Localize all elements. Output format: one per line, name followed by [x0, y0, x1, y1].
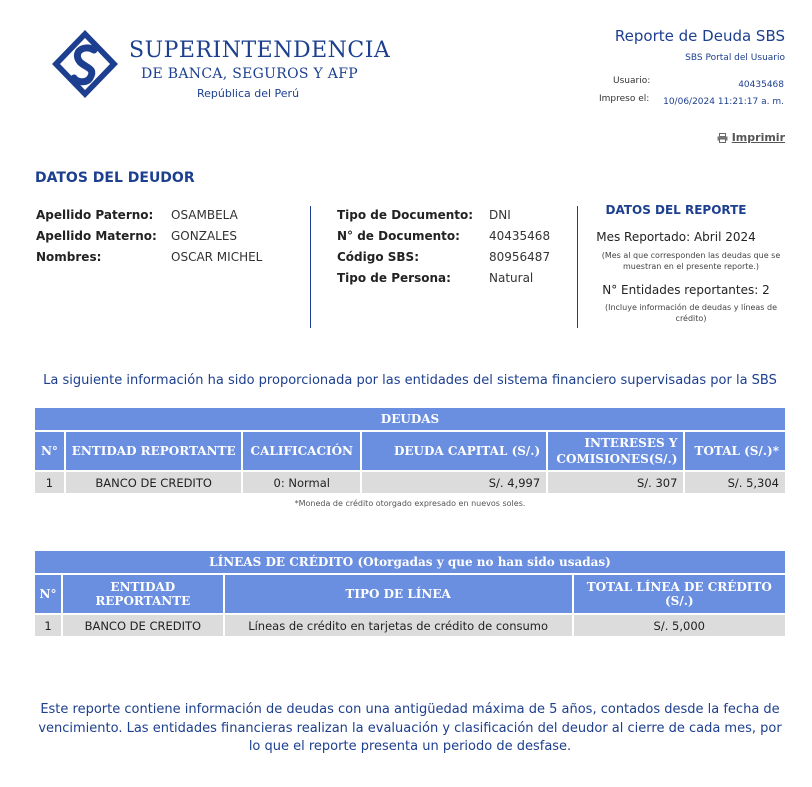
lineas-cell-numero: 1: [35, 615, 61, 636]
logo-country: República del Perú: [197, 87, 300, 100]
deudas-table: [33, 406, 787, 495]
lineas-credito-table: [33, 549, 787, 638]
usuario-value: 40435468: [738, 80, 784, 90]
deudas-title: DEUDAS: [35, 408, 785, 430]
lineas-col-tipo: TIPO DE LÍNEA: [225, 575, 572, 613]
moneda-note: *Moneda de crédito otorgado expresado en nuevos soles.: [294, 499, 526, 508]
deudas-cell-intereses: S/. 307: [548, 472, 683, 493]
datos-reporte-title: DATOS DEL REPORTE: [605, 203, 747, 217]
deudas-cell-deuda-capital: S/. 4,997: [362, 472, 546, 493]
deudas-cell-numero: 1: [35, 472, 64, 493]
deudas-col-numero: N°: [35, 432, 64, 470]
lineas-cell-total: S/. 5,000: [574, 615, 785, 636]
lineas-col-entidad: ENTIDAD REPORTANTE: [63, 575, 223, 613]
impreso-value: 10/06/2024 11:21:17 a. m.: [663, 97, 784, 107]
divider-2: [577, 206, 578, 328]
info-line: La siguiente información ha sido proporcionada por las entidades del sistema financiero supervisadas por la SBS: [43, 373, 777, 388]
deudas-col-intereses: INTERESES Y COMISIONES(S/.): [548, 432, 683, 470]
deudas-col-total: TOTAL (S/.)*: [685, 432, 785, 470]
usuario-label: Usuario:: [613, 76, 651, 86]
apellido-paterno-label: Apellido Paterno:: [36, 208, 154, 222]
codigo-sbs-label: Código SBS:: [337, 250, 419, 264]
nombres-label: Nombres:: [36, 250, 102, 264]
codigo-sbs-value: 80956487: [489, 250, 551, 264]
tipo-persona-value: Natural: [489, 271, 534, 285]
lineas-cell-entidad: BANCO DE CREDITO: [63, 615, 223, 636]
mes-reportado: Mes Reportado: Abril 2024: [596, 230, 756, 244]
lineas-cell-tipo: Líneas de crédito en tarjetas de crédito de consumo: [225, 615, 572, 636]
logo-title: SUPERINTENDENCIA: [129, 38, 391, 63]
tipo-documento-value: DNI: [489, 208, 511, 222]
deudas-cell-total: S/. 5,304: [685, 472, 785, 493]
mes-reportado-note: (Mes al que corresponden las deudas que se muestran en el presente reporte.): [601, 251, 781, 271]
printer-icon: [717, 133, 728, 143]
lineas-col-numero: N°: [35, 575, 61, 613]
deudas-cell-entidad: BANCO DE CREDITO: [66, 472, 242, 493]
nombres-value: OSCAR MICHEL: [171, 250, 263, 264]
deudas-col-entidad: ENTIDAD REPORTANTE: [66, 432, 242, 470]
impreso-label: Impreso el:: [599, 94, 650, 104]
print-label[interactable]: Imprimir: [731, 131, 785, 144]
lineas-col-total: TOTAL LÍNEA DE CRÉDITO (S/.): [574, 575, 785, 613]
table-row: [35, 615, 785, 636]
deudas-col-calificacion: CALIFICACIÓN: [243, 432, 360, 470]
portal-name: SBS Portal del Usuario: [685, 53, 785, 63]
numero-documento-value: 40435468: [489, 229, 551, 243]
numero-documento-label: N° de Documento:: [337, 229, 460, 243]
sbs-logo-icon: [50, 28, 120, 100]
entidades-reportantes: N° Entidades reportantes: 2: [602, 283, 770, 297]
print-link[interactable]: [717, 131, 785, 144]
tipo-persona-label: Tipo de Persona:: [337, 271, 451, 285]
logo-subtitle: DE BANCA, SEGUROS Y AFP: [141, 66, 358, 82]
footer-note: Este reporte contiene información de deudas con una antigüedad máxima de 5 años, contados desde la fecha de vencimiento. Las entidades financieras realizan la evaluación y clasificación del deudor al cierre de cada mes, por lo que el reporte presenta un periodo de desfase.: [38, 702, 782, 754]
apellido-materno-value: GONZALES: [171, 229, 238, 243]
deudas-cell-calificacion: 0: Normal: [243, 472, 360, 493]
apellido-paterno-value: OSAMBELA: [171, 208, 238, 222]
apellido-materno-label: Apellido Materno:: [36, 229, 157, 243]
divider-1: [310, 206, 311, 328]
lineas-title: LÍNEAS DE CRÉDITO (Otorgadas y que no han sido usadas): [35, 551, 785, 573]
table-row: [35, 472, 785, 493]
entidades-reportantes-note: (Incluye información de deudas y líneas de crédito): [604, 303, 778, 323]
tipo-documento-label: Tipo de Documento:: [337, 208, 474, 222]
deudas-col-deuda-capital: DEUDA CAPITAL (S/.): [362, 432, 546, 470]
datos-deudor-title: DATOS DEL DEUDOR: [35, 170, 195, 186]
report-title: Reporte de Deuda SBS: [614, 27, 785, 45]
